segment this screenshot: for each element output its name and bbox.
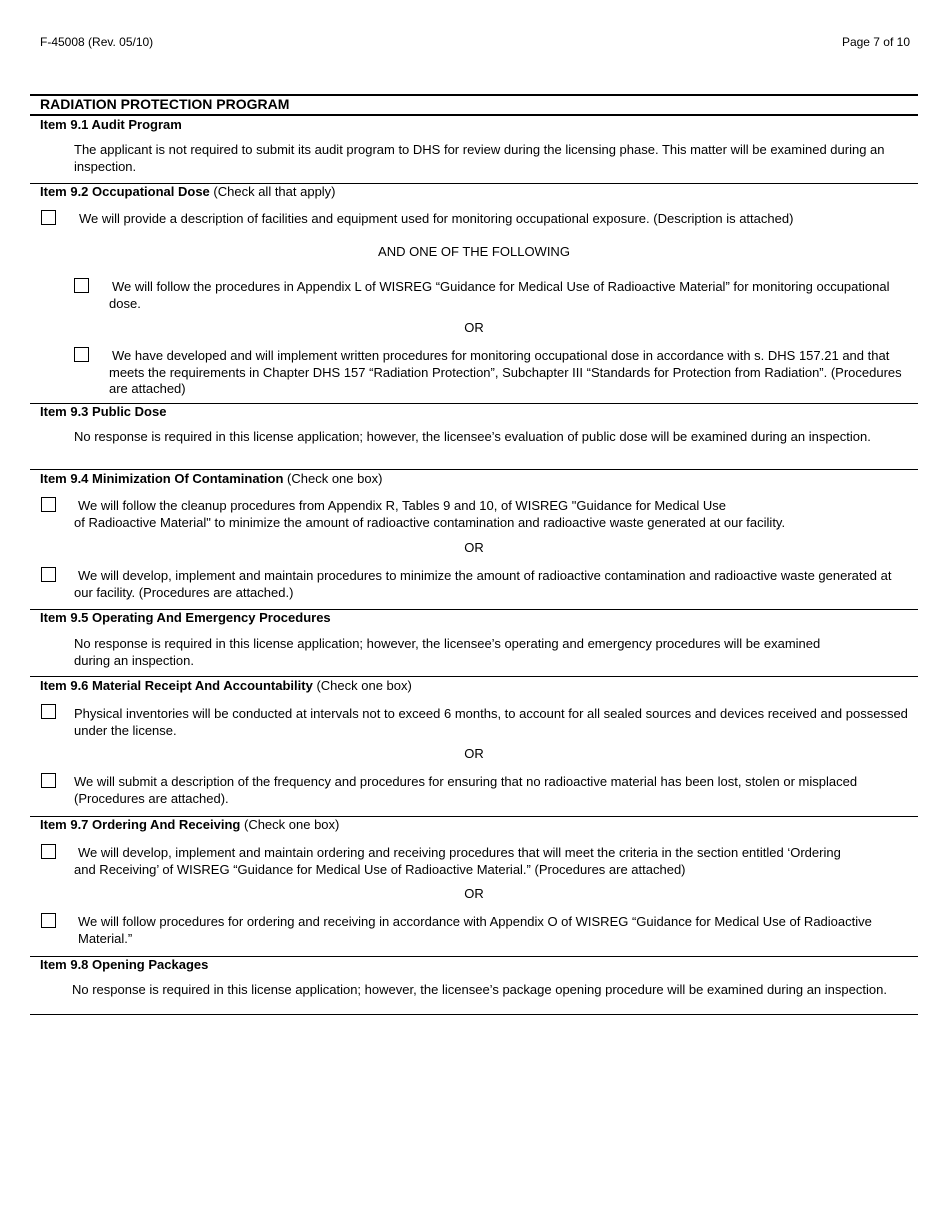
item-9-4-option-1-text-line-2: of Radioactive Material" to minimize the amount of radioactive contamination and radioactive waste generated at our facility. [74,515,786,530]
item-9-4-option-1-text-line-1: We will follow the cleanup procedures from Appendix R, Tables 9 and 10, of WISREG "Guidance for Medical Use [78,498,726,513]
item-9-2-option-2-text: We will follow the procedures in Appendix L of WISREG “Guidance for Medical Use of Radioactive Material” for monitoring occupational dose. [109,279,890,311]
item-9-2-option-1-checkbox[interactable] [41,210,56,225]
page-number: Page 7 of 10 [841,35,910,49]
item-9-8-label: Item 9.8 Opening Packages [40,957,209,972]
item-9-7-or-label: OR [464,886,484,901]
item-9-3-heading [40,404,166,419]
divider [30,1014,918,1015]
item-9-7-note: (Check one box) [243,817,340,832]
item-9-6-heading [40,678,412,693]
item-9-5-body: No response is required in this license application; however, the licensee’s operating and emergency procedures will be examined during an inspection. [74,636,821,668]
item-9-2-heading [40,184,336,199]
item-9-4-option-2-text: We will develop, implement and maintain procedures to minimize the amount of radioactive contamination and radioactive waste generated at our facility. (Procedures are attached.) [74,568,892,600]
item-9-8-heading [40,957,208,972]
item-9-6-option-1-checkbox[interactable] [41,704,56,719]
item-9-2-option-3-checkbox[interactable] [74,347,89,362]
item-9-4-note: (Check one box) [287,471,383,486]
item-9-8-body: No response is required in this license application; however, the licensee’s package opening procedure will be examined during an inspection. [72,982,887,997]
item-9-6-label: Item 9.6 Material Receipt And Accountability [40,678,313,693]
item-9-1-heading [40,117,182,132]
item-9-6-option-2-checkbox[interactable] [41,773,56,788]
item-9-6-or-label: OR [464,746,484,761]
item-9-2-label: Item 9.2 Occupational Dose [40,184,210,199]
item-9-4-heading [40,471,382,486]
item-9-1-label: Item 9.1 Audit Program [40,117,182,132]
item-9-4-or-label: OR [464,540,484,555]
section-bottom-rule [30,114,918,116]
item-9-4-label: Item 9.4 Minimization Of Contamination [40,471,284,486]
item-9-5-label: Item 9.5 Operating And Emergency Procedures [40,610,331,625]
item-9-2-note: (Check all that apply) [213,184,336,199]
item-9-3-label: Item 9.3 Public Dose [40,404,167,419]
section-title: RADIATION PROTECTION PROGRAM [40,96,290,112]
item-9-2-option-2-checkbox[interactable] [74,278,89,293]
item-9-3-body: No response is required in this license application; however, the licensee’s evaluation of public dose will be examined during an inspection. [74,429,871,444]
item-9-2-and-one-label: AND ONE OF THE FOLLOWING [378,244,570,259]
item-9-6-note: (Check one box) [316,678,412,693]
item-9-7-heading [40,817,339,832]
item-9-2-option-1-text: We will provide a description of facilities and equipment used for monitoring occupational exposure. (Description is attached) [79,211,794,226]
item-9-1-body: The applicant is not required to submit its audit program to DHS for review during the licensing phase. This matter will be examined during an inspection. [74,142,885,174]
divider [30,469,918,470]
item-9-4-option-2-checkbox[interactable] [41,567,56,582]
item-9-7-label: Item 9.7 Ordering And Receiving [40,817,241,832]
form-id: F-45008 (Rev. 05/10) [40,35,154,49]
item-9-2-or-label: OR [464,320,484,335]
item-9-7-option-2-checkbox[interactable] [41,913,56,928]
item-9-5-heading [40,610,331,625]
item-9-6-option-1-text: Physical inventories will be conducted at intervals not to exceed 6 months, to account for all sealed sources and devices received and possessed under the license. [74,706,908,738]
item-9-2-option-3-text: We have developed and will implement written procedures for monitoring occupational dose in accordance with s. DHS 157.21 and that meets the requirements in Chapter DHS 157 “Radiation Protection”, Subchapter III “Standards for Protection from Radiation”. (Procedures are attached) [109,348,902,396]
item-9-7-option-1-checkbox[interactable] [41,844,56,859]
item-9-6-option-2-text: We will submit a description of the frequency and procedures for ensuring that no radioactive material has been lost, stolen or misplaced (Procedures are attached). [74,774,858,806]
item-9-4-option-1-checkbox[interactable] [41,497,56,512]
item-9-7-option-2-text: We will follow procedures for ordering and receiving in accordance with Appendix O of WISREG “Guidance for Medical Use of Radioactive Material.” [78,914,872,946]
divider [30,676,918,677]
item-9-7-option-1-text: We will develop, implement and maintain ordering and receiving procedures that will meet the criteria in the section entitled ‘Ordering and Receiving’ of WISREG “Guidance for Medical Use of Radioactive Material.” (Procedures are attached) [74,845,841,877]
